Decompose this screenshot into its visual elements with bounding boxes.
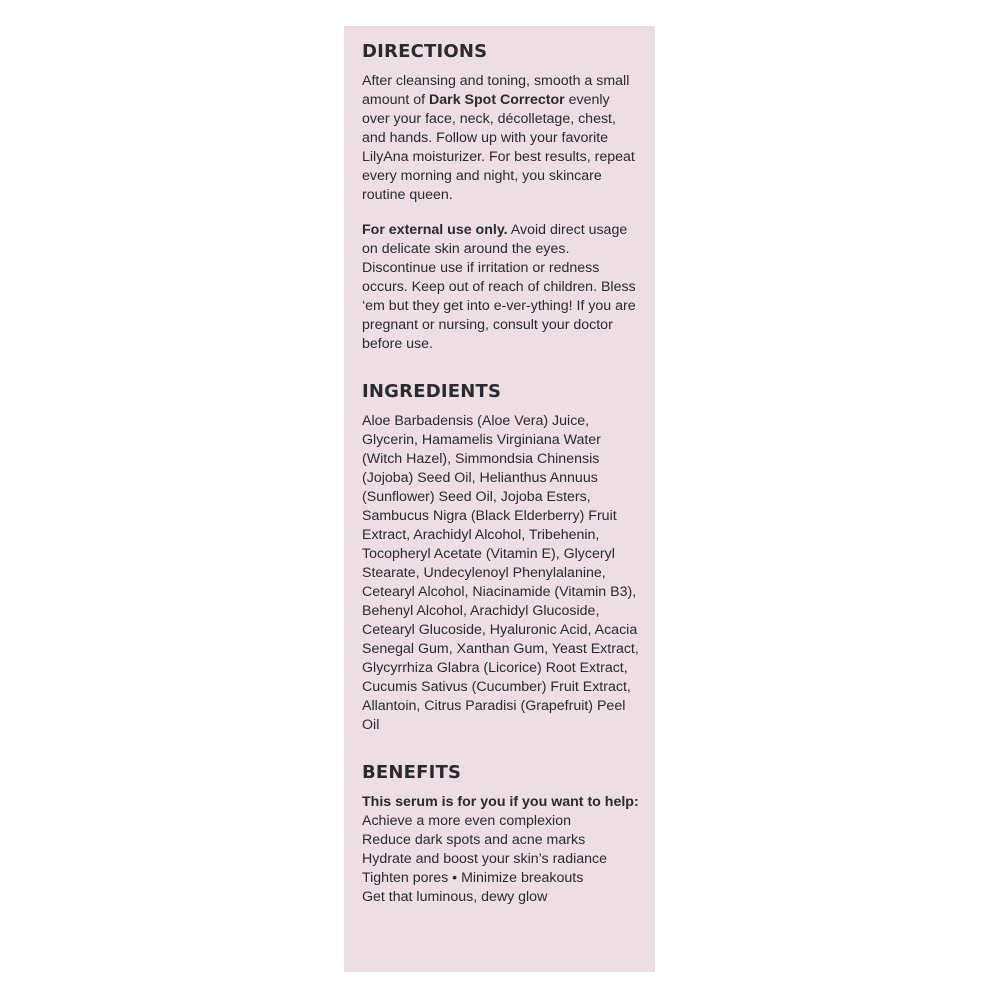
warnings-text: Avoid direct usage on delicate skin around the eyes. Discontinue use if irritation or redness occurs. Keep out of reach of children. Bless ‘em but they get into e-ver-ything! If you are pregnant or nursing, consult your doctor before use. [362,222,636,352]
ingredients-heading: INGREDIENTS [362,381,502,402]
directions-text-b: evenly over your face, neck, décolletage, chest, and hands. Follow up with your favorite LilyAna moisturizer. For best results, repeat every morning and night, you skincare routine queen. [362,92,635,203]
directions-paragraph [362,72,641,205]
ingredients-list: Aloe Barbadensis (Aloe Vera) Juice, Glycerin, Hamamelis Virginiana Water (Witch Hazel), Simmondsia Chinensis (Jojoba) Seed Oil, Helianthus Annuus (Sunflower) Seed Oil, Jojoba Esters, Sambucus Nigra (Black Elderberry) Fruit Extract, Arachidyl Alcohol, Tribehenin, Tocopheryl Acetate (Vitamin E), Glyceryl Stearate, Undecylenoyl Phenylalanine, Cetearyl Alcohol, Niacinamide (Vitamin B3), Behenyl Alcohol, Arachidyl Glucoside, Cetearyl Glucoside, Hyaluronic Acid, Acacia Senegal Gum, Xanthan Gum, Yeast Extract, Glycyrrhiza Glabra (Licorice) Root Extract, Cucumis Sativus (Cucumber) Fruit Extract, Allantoin, Citrus Paradisi (Grapefruit) Peel Oil [362,413,639,733]
warnings-bold: For external use only. [362,222,508,238]
directions-heading: DIRECTIONS [362,41,488,62]
benefit-item: Hydrate and boost your skin’s radiance [362,851,608,867]
directions-text-a: After cleansing and toning, smooth a small amount of [362,73,630,108]
directions-product-name: Dark Spot Corrector [429,92,565,108]
benefit-item: Achieve a more even complexion [362,813,571,829]
benefits-list [362,793,641,907]
benefits-intro: This serum is for you if you want to help: [362,794,639,810]
product-label-panel [344,26,655,972]
benefit-item: Reduce dark spots and acne marks [362,832,586,848]
warnings-paragraph [362,221,641,354]
benefits-heading: BENEFITS [362,762,462,783]
benefit-item: Get that luminous, dewy glow [362,889,548,905]
benefit-item: Tighten pores • Minimize breakouts [362,870,584,886]
